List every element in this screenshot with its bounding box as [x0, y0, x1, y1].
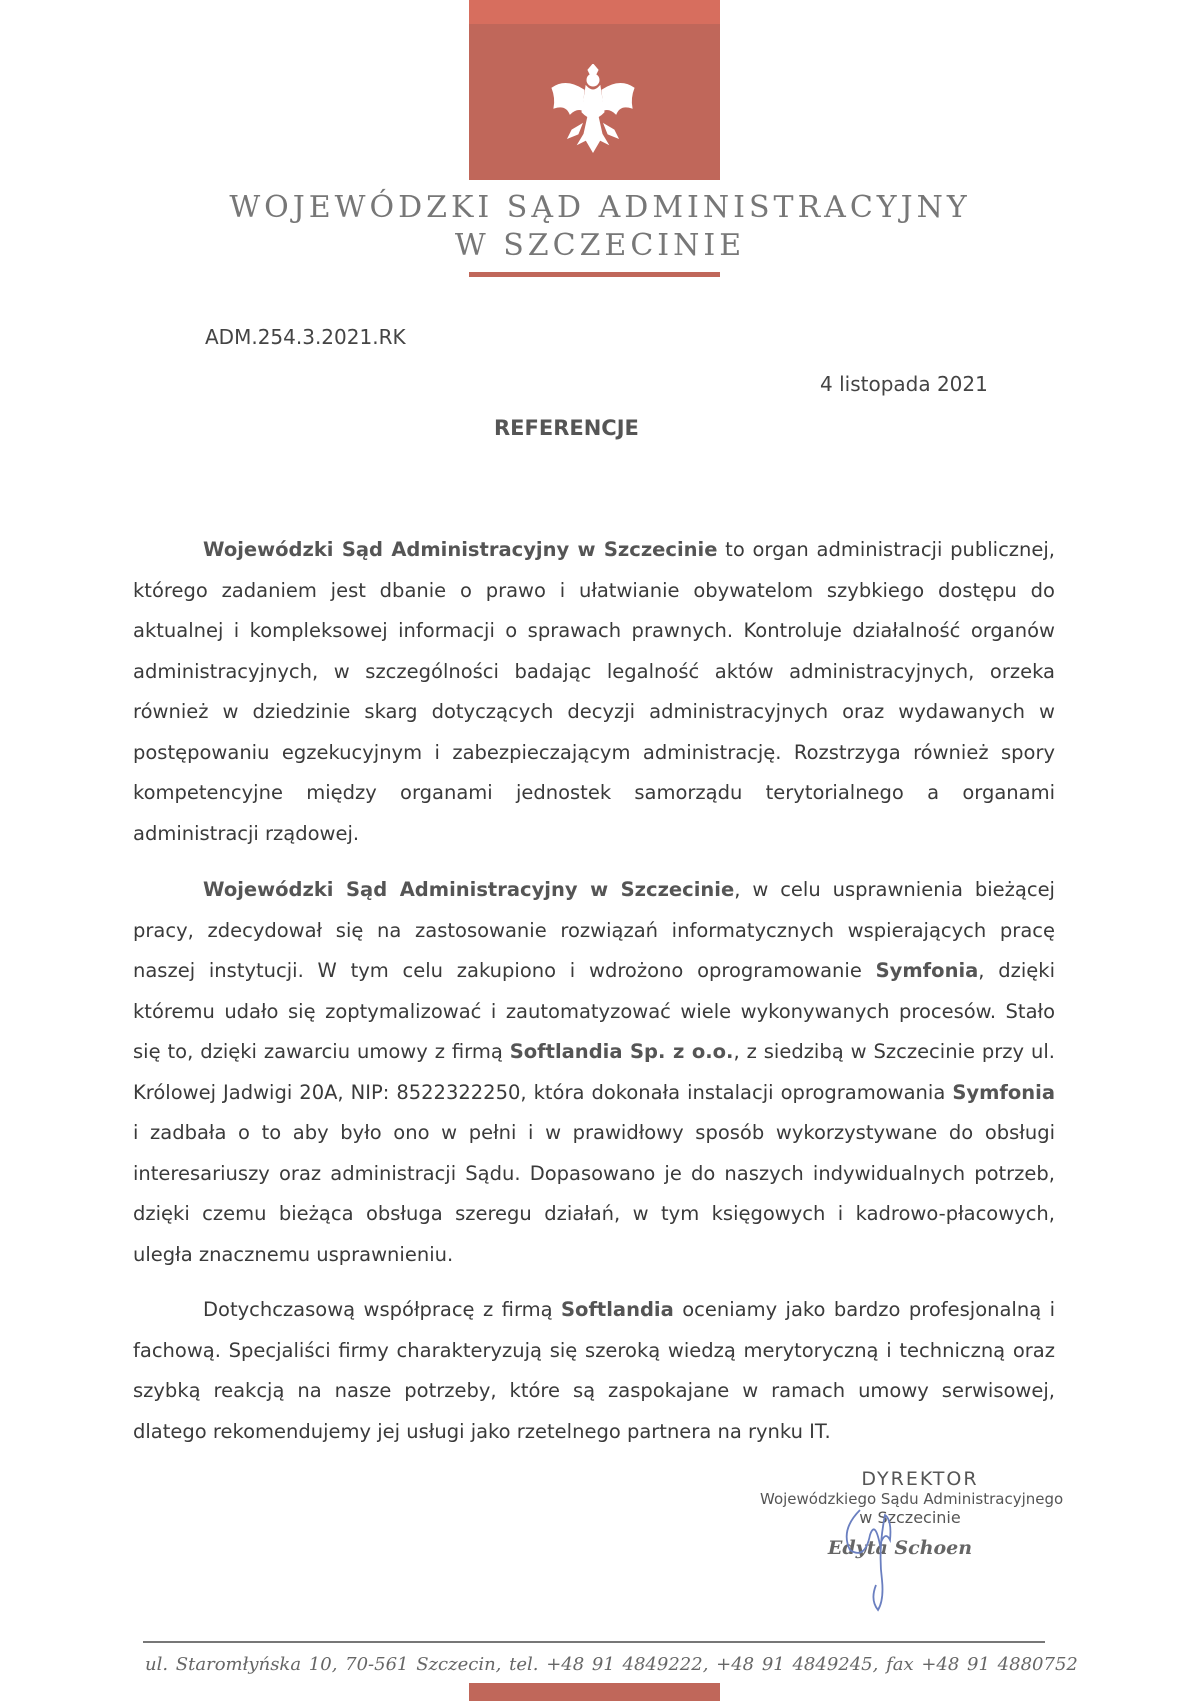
product-name-bold: Symfonia: [952, 1080, 1055, 1104]
company-name-bold: Softlandia: [561, 1298, 674, 1321]
institution-name-bold: Wojewódzki Sąd Administracyjny w Szczecinie: [203, 538, 718, 561]
paragraph-3: [133, 1290, 1055, 1452]
institution-name-line2: W SZCZECINIE: [454, 228, 746, 263]
company-name-bold: Softlandia Sp. z o.o.: [509, 1040, 734, 1063]
footer-band: [469, 1683, 720, 1701]
paragraph-1: [133, 530, 1055, 854]
paragraph-text: to organ administracji publicznej, którego zadaniem jest dbanie o prawo i ułatwianie obywatelom szybkiego dostępu do aktualnej i kompleksowej informacji o sprawach prawnych. Kontroluje działalność organów administracyjnych, w szczególności badając legalność aktów administracyjnych, orzeka również w dziedzinie skarg dotyczących decyzji administracyjnych oraz wydawanych w postępowaniu egzekucyjnym i zabezpieczającym administrację. Rozstrzyga również spory kompetencyjne między organami jednostek samorządu terytorialnego a organami administracji rządowej.: [133, 538, 1055, 845]
header-divider: [469, 272, 720, 277]
footer-divider: [143, 1641, 1045, 1643]
document-date: 4 listopada 2021: [820, 372, 988, 396]
paragraph-text: , dzięki któremu udało się zoptymalizować i zautomatyzować wiele wykonywanych procesów. Stało się to, dzięki zawarciu umowy z firmą: [133, 959, 1056, 1063]
footer-contact: ul. Staromłyńska 10, 70-561 Szczecin, tel. +48 91 4849222, +48 91 4849245, fax +48 91 4880752: [145, 1654, 1078, 1675]
header-band-top: [469, 0, 720, 24]
handwritten-signature-icon: [830, 1490, 920, 1615]
signatory-title: DYREKTOR: [861, 1468, 979, 1490]
polish-eagle-emblem-icon: [548, 64, 638, 159]
signatory-city: w Szczecinie: [859, 1508, 961, 1527]
paragraph-2: [133, 870, 1055, 1275]
institution-name-bold: Wojewódzki Sąd Administracyjny w Szczecinie: [203, 878, 735, 901]
signatory-name: Edyta Schoen: [827, 1537, 973, 1559]
paragraph-text: i zadbała o to aby było ono w pełni i w prawidłowy sposób wykorzystywane do obsługi interesariuszy oraz administracji Sądu. Dopasowano je do naszych indywidualnych potrzeb, dzięki czemu bieżąca obsługa szeregu działań, w tym księgowych i kadrowo-płacowych, uległa znacznemu usprawnieniu.: [133, 1121, 1055, 1266]
paragraph-text: Dotychczasową współpracę z firmą: [203, 1298, 561, 1321]
document-title: REFERENCJE: [494, 416, 639, 440]
institution-name-line1: WOJEWÓDZKI SĄD ADMINISTRACYJNY: [229, 190, 971, 225]
paragraph-text: , w celu usprawnienia bieżącej pracy, zdecydował się na zastosowanie rozwiązań informatycznych wspierających pracę naszej instytucji. W tym celu zakupiono i wdrożono oprogramowanie: [133, 878, 1055, 982]
signatory-organization: Wojewódzkiego Sądu Administracyjnego: [760, 1490, 1064, 1508]
product-name-bold: Symfonia: [875, 959, 979, 982]
paragraph-text: oceniamy jako bardzo profesjonalną i fachową. Specjaliści firmy charakteryzują się szeroką wiedzą merytoryczną i techniczną oraz szybką reakcją na nasze potrzeby, które są zaspokajane w ramach umowy serwisowej, dlatego rekomendujemy jej usługi jako rzetelnego partnera na rynku IT.: [133, 1298, 1056, 1443]
paragraph-text: , z siedzibą w Szczecinie przy ul. Królowej Jadwigi 20A, NIP: 8522322250, która dokonała instalacji oprogramowania: [133, 1040, 1055, 1104]
reference-number: ADM.254.3.2021.RK: [205, 325, 406, 349]
